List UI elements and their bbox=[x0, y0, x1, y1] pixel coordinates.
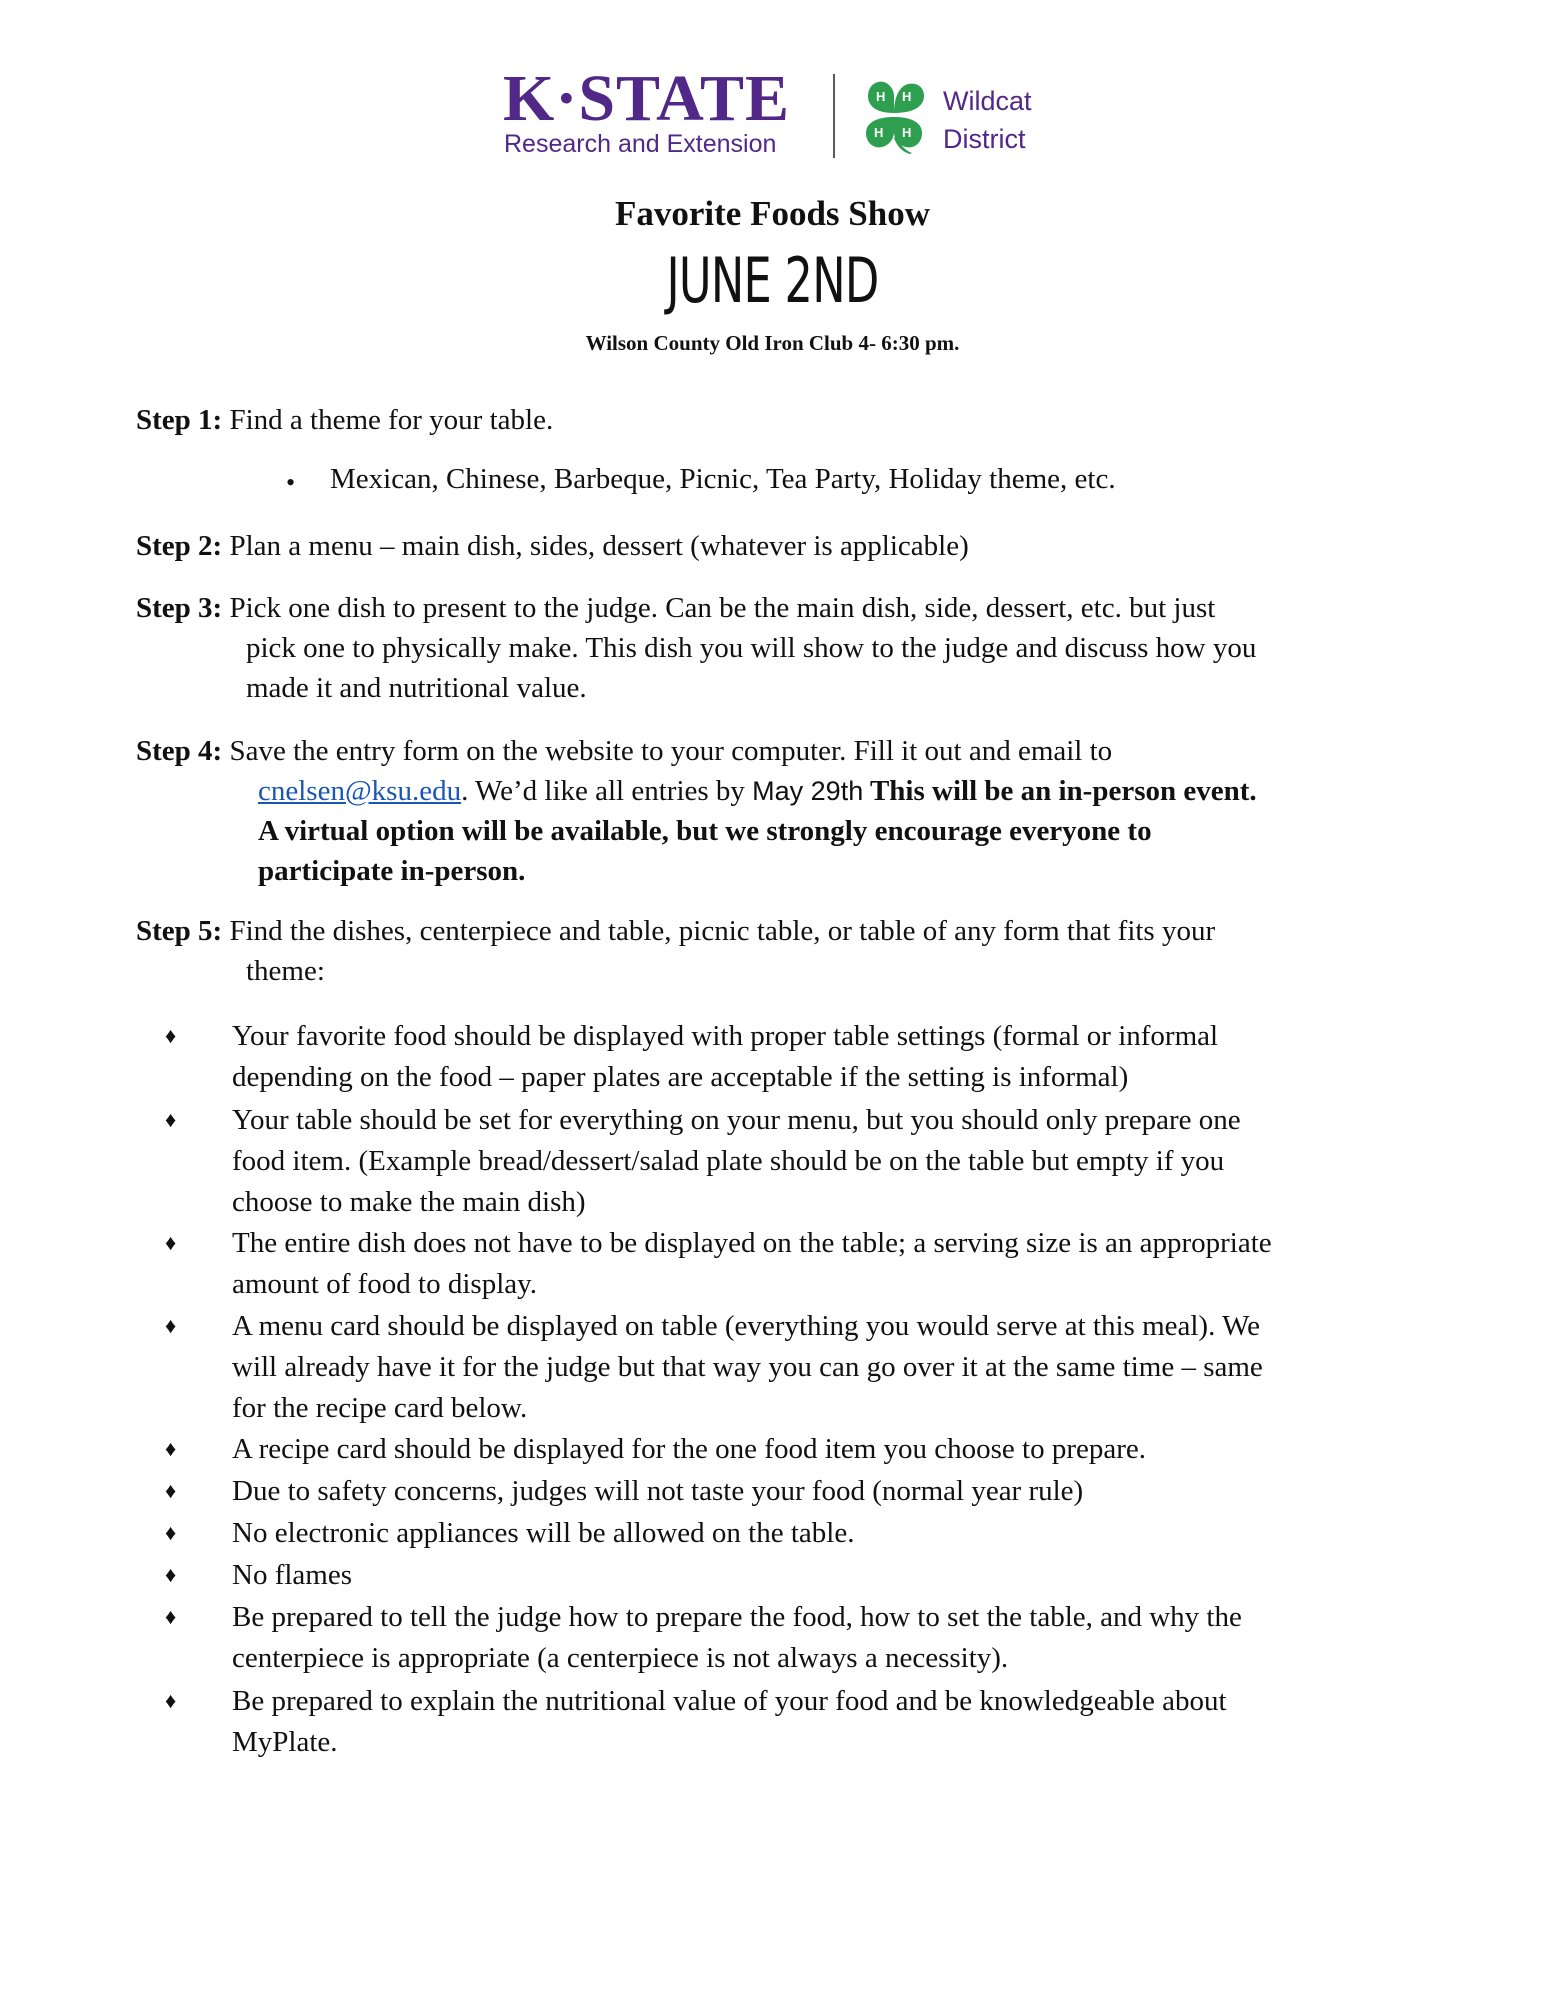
theme-examples: Mexican, Chinese, Barbeque, Picnic, Tea Party, Holiday theme, etc. bbox=[330, 463, 1116, 495]
step-2 bbox=[136, 526, 1406, 566]
step-text: Save the entry form on the website to your computer. Fill it out and email to bbox=[222, 735, 1113, 767]
list-item bbox=[232, 1100, 1412, 1223]
diamond-bullet-icon: ♦ bbox=[165, 1562, 177, 1587]
step-4 bbox=[136, 731, 1406, 891]
rule-line: Be prepared to tell the judge how to prepare the food, how to set the table, and why the bbox=[232, 1601, 1242, 1633]
list-item bbox=[232, 1513, 1412, 1554]
rule-line: Your favorite food should be displayed with proper table settings (formal or informal bbox=[232, 1020, 1219, 1052]
kstate-4h-logo bbox=[503, 62, 1048, 164]
diamond-bullet-icon: ♦ bbox=[165, 1604, 177, 1629]
step-label: Step 1: bbox=[136, 404, 223, 436]
diamond-bullet-icon: ♦ bbox=[165, 1313, 177, 1338]
step-3 bbox=[136, 588, 1406, 708]
kstate-wordmark: K·STATE bbox=[503, 62, 790, 135]
step-label: Step 3: bbox=[136, 592, 223, 624]
step-1 bbox=[136, 400, 1406, 440]
district-name bbox=[943, 82, 1032, 158]
rule-line: No electronic appliances will be allowed on the table. bbox=[232, 1517, 855, 1549]
virtual-notice: A virtual option will be available, but we strongly encourage everyone to bbox=[258, 815, 1152, 847]
email-link[interactable]: cnelsen@ksu.edu bbox=[258, 775, 462, 807]
rule-line: Be prepared to explain the nutritional value of your food and be knowledgeable about bbox=[232, 1685, 1227, 1717]
step-text: Plan a menu – main dish, sides, dessert (whatever is applicable) bbox=[222, 530, 969, 562]
list-item bbox=[232, 1306, 1412, 1429]
rule-line: for the recipe card below. bbox=[232, 1392, 528, 1424]
in-person-notice: This will be an in-person event. bbox=[863, 775, 1257, 807]
diamond-bullet-icon: ♦ bbox=[165, 1520, 177, 1545]
svg-text:H: H bbox=[874, 125, 884, 140]
event-date: JUNE 2ND bbox=[666, 244, 879, 317]
step-text: Find the dishes, centerpiece and table, picnic table, or table of any form that fits your bbox=[222, 915, 1216, 947]
step-4-line-2 bbox=[136, 771, 1406, 811]
virtual-notice-end: participate in-person. bbox=[258, 855, 526, 887]
step-text: Pick one dish to present to the judge. Can be the main dish, side, dessert, etc. but just bbox=[222, 592, 1216, 624]
svg-text:H: H bbox=[902, 125, 912, 140]
step-label: Step 5: bbox=[136, 915, 223, 947]
list-item bbox=[232, 1429, 1412, 1470]
diamond-bullet-icon: ♦ bbox=[165, 1478, 177, 1503]
rule-line: centerpiece is appropriate (a centerpiece is not always a necessity). bbox=[232, 1642, 1009, 1674]
svg-text:H: H bbox=[876, 89, 886, 104]
diamond-bullet-icon: ♦ bbox=[165, 1107, 177, 1132]
diamond-bullet-icon: ♦ bbox=[165, 1688, 177, 1713]
step-label: Step 2: bbox=[136, 530, 223, 562]
district-line-1: Wildcat bbox=[943, 86, 1032, 116]
rule-line: choose to make the main dish) bbox=[232, 1186, 586, 1218]
rule-line: amount of food to display. bbox=[232, 1268, 537, 1300]
rule-line: MyPlate. bbox=[232, 1726, 338, 1758]
entry-deadline: May 29th bbox=[752, 776, 864, 806]
rule-line: depending on the food – paper plates are acceptable if the setting is informal) bbox=[232, 1061, 1129, 1093]
list-item bbox=[232, 1016, 1412, 1098]
step-text-line: theme: bbox=[246, 955, 325, 987]
four-h-clover-icon bbox=[856, 76, 932, 154]
step-label: Step 4: bbox=[136, 735, 223, 767]
rule-line: food item. (Example bread/dessert/salad plate should be on the table but empty if you bbox=[232, 1145, 1225, 1177]
list-item bbox=[232, 1597, 1412, 1679]
event-venue: Wilson County Old Iron Club 4- 6:30 pm. bbox=[585, 331, 960, 355]
list-item bbox=[232, 1471, 1412, 1512]
step-text: . We’d like all entries by bbox=[461, 775, 753, 807]
rule-line: will already have it for the judge but that way you can go over it at the same time – same bbox=[232, 1351, 1263, 1383]
list-item bbox=[232, 1681, 1412, 1763]
diamond-bullet-icon: ♦ bbox=[165, 1023, 177, 1048]
step-text-line: made it and nutritional value. bbox=[246, 672, 587, 704]
rule-line: No flames bbox=[232, 1559, 352, 1591]
rule-line: Your table should be set for everything on your menu, but you should only prepare one bbox=[232, 1104, 1241, 1136]
step-text: Find a theme for your table. bbox=[222, 404, 554, 436]
rule-line: A menu card should be displayed on table (everything you would serve at this meal). We bbox=[232, 1310, 1260, 1342]
svg-text:H: H bbox=[902, 89, 912, 104]
diamond-bullet-icon: ♦ bbox=[165, 1436, 177, 1461]
step-text-line: pick one to physically make. This dish you will show to the judge and discuss how you bbox=[246, 632, 1257, 664]
logo-divider bbox=[833, 74, 835, 158]
diamond-bullet-icon: ♦ bbox=[165, 1230, 177, 1255]
rule-line: The entire dish does not have to be displayed on the table; a serving size is an appropriate bbox=[232, 1227, 1272, 1259]
bullet-icon: • bbox=[286, 468, 296, 497]
research-extension-text: Research and Extension bbox=[504, 130, 777, 158]
rule-line: A recipe card should be displayed for the one food item you choose to prepare. bbox=[232, 1433, 1147, 1465]
page-title: Favorite Foods Show bbox=[615, 194, 930, 233]
list-item bbox=[232, 1223, 1412, 1305]
list-item bbox=[232, 1555, 1412, 1596]
rule-line: Due to safety concerns, judges will not taste your food (normal year rule) bbox=[232, 1475, 1084, 1507]
step-5 bbox=[136, 911, 1406, 991]
district-line-2: District bbox=[943, 124, 1026, 154]
